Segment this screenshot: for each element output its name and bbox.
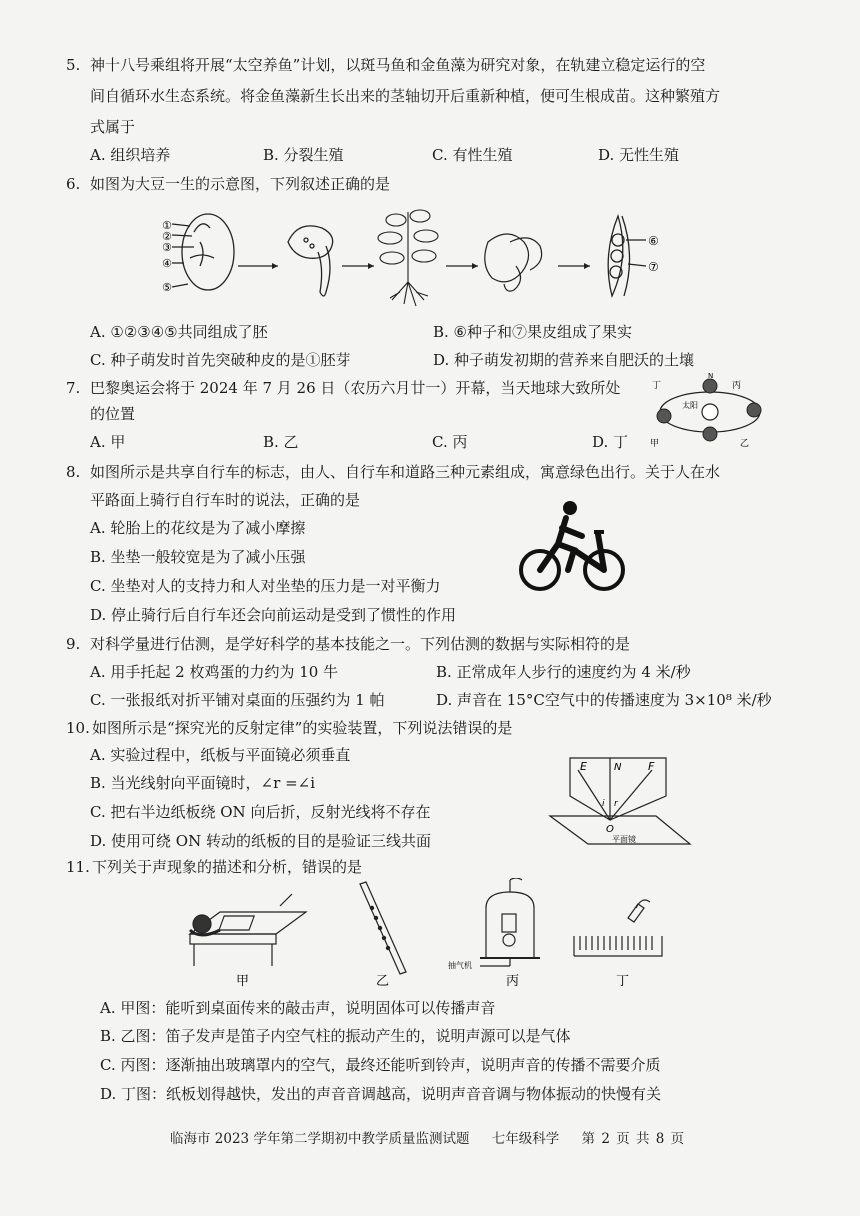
light-reflection-figure [540,756,700,852]
q8-option-d[interactable]: D. 停止骑行后自行车还会向前运动是受到了惯性的作用 [90,606,457,624]
caption-yi: 乙 [376,974,390,989]
label-O: O [606,824,614,835]
q9-option-b[interactable]: B. 正常成年人步行的速度约为 4 米/秒 [436,663,691,681]
position-ding: 丁 [652,381,662,391]
q5-stem-line-3: 式属于 [90,118,136,136]
soybean-life-cycle-figure [160,202,680,312]
sun-label: 太阳 [682,401,698,410]
soybean-plant-drawing [378,210,438,306]
label-7: ⑦ [648,260,659,274]
label-E: E [580,760,587,773]
flute-drawing [360,882,406,974]
germinating-seed-drawing [288,226,333,296]
q10-number: 10. [66,719,90,737]
q9-option-c[interactable]: C. 一张报纸对折平铺对桌面的压强约为 1 帕 [90,691,385,709]
q11-option-b[interactable]: B. 乙图：笛子发声是笛子内空气柱的振动产生的，说明声源可以是气体 [100,1027,571,1045]
label-N: N [614,762,622,773]
q5-option-c[interactable]: C. 有性生殖 [432,146,513,164]
earth-orbit-figure [644,372,772,452]
page-footer [170,1127,703,1147]
q5-number: 5. [66,56,81,74]
label-3: ③ [162,241,172,254]
pump-label: 抽气机 [448,961,472,970]
q11-number: 11. [66,858,90,876]
q11-option-a[interactable]: A. 甲图：能听到桌面传来的敲击声，说明固体可以传播声音 [100,999,496,1017]
q9-number: 9. [66,635,81,653]
q7-option-d[interactable]: D. 丁 [592,433,629,451]
soybean-pod-drawing [608,216,646,296]
q10-option-b[interactable]: B. 当光线射向平面镜时，∠r =∠i [90,774,316,792]
q9-option-a[interactable]: A. 用手托起 2 枚鸡蛋的力约为 10 牛 [90,663,339,681]
q11-option-c[interactable]: C. 丙图：逐渐抽出玻璃罩内的空气，最终还能听到铃声，说明声音的传播不需要介质 [100,1056,661,1074]
comb-drawing [574,900,662,956]
q6-option-d[interactable]: D. 种子萌发初期的营养来自肥沃的土壤 [433,351,695,369]
position-bing: 丙 [732,381,742,391]
caption-jia: 甲 [236,974,250,989]
desk-knocking-drawing [190,894,306,966]
q5-option-d[interactable]: D. 无性生殖 [598,146,680,164]
q7-option-b[interactable]: B. 乙 [263,433,299,451]
north-label: N [708,372,714,380]
q10-option-c[interactable]: C. 把右半边纸板绕 ON 向后折，反射光线将不存在 [90,803,431,821]
caption-bing: 丙 [506,974,520,989]
mirror-label: 平面镜 [612,835,636,844]
q9-option-d[interactable]: D. 声音在 15°C空气中的传播速度为 3×10⁸ 米/秒 [436,691,772,709]
label-r: r [614,799,618,809]
q10-stem: 10. 如图所示是“探究光的反射定律”的实验装置，下列说法错误的是 [66,719,513,737]
label-i: i [602,799,605,809]
position-jia: 甲 [650,439,660,449]
bell-jar-drawing [480,878,540,966]
q9-stem: 9. 对科学量进行估测，是学好科学的基本技能之一。下列估测的数据与实际相符的是 [66,635,631,653]
soybean-flower-drawing [485,234,542,291]
exam-title: 临海市 2023 学年第二学期初中教学质量监测试题 [170,1131,470,1147]
q7-stem-line-1: 7. 巴黎奥运会将于 2024 年 7 月 26 日（农历六月廿一）开幕，当天地球大致所处 [66,379,621,397]
q7-stem-line-2: 的位置 [90,405,136,423]
page-number: 第 2 页 共 8 页 [581,1131,686,1147]
soybean-seed-drawing [172,214,234,290]
label-6: ⑥ [648,234,659,248]
q11-option-d[interactable]: D. 丁图：纸板划得越快，发出的声音音调越高，说明声音音调与物体振动的快慢有关 [100,1085,662,1103]
q6-number: 6. [66,175,81,193]
q10-option-d[interactable]: D. 使用可绕 ON 转动的纸板的目的是验证三线共面 [90,832,431,850]
q5-stem-line-2: 间自循环水生态系统。将金鱼藻新生长出来的茎轴切开后重新种植，便可生根成苗。这种繁殖方 [90,87,721,105]
q7-option-c[interactable]: C. 丙 [432,433,468,451]
q8-number: 8. [66,463,81,481]
q6-option-a[interactable]: A. ①②③④⑤共同组成了胚 [90,323,268,341]
q7-number: 7. [66,379,81,397]
label-1: ① [162,219,172,232]
label-4: ④ [162,257,172,270]
q6-stem: 6. 如图为大豆一生的示意图，下列叙述正确的是 [66,175,391,193]
q5-option-b[interactable]: B. 分裂生殖 [263,146,344,164]
label-2: ② [162,230,172,243]
q8-stem-line-1: 8. 如图所示是共享自行车的标志，由人、自行车和道路三种元素组成，寓意绿色出行。关于人在水 [66,463,721,481]
q10-option-a[interactable]: A. 实验过程中，纸板与平面镜必须垂直 [90,746,351,764]
q5-stem-line-1: 5. 神十八号乘组将开展“太空养鱼”计划，以斑马鱼和金鱼藻为研究对象，在轨建立稳定运行的空 [66,56,706,74]
q6-option-c[interactable]: C. 种子萌发时首先突破种皮的是①胚芽 [90,351,351,369]
label-F: F [648,760,655,773]
caption-ding: 丁 [616,974,630,989]
q5-option-a[interactable]: A. 组织培养 [90,146,171,164]
q8-option-a[interactable]: A. 轮胎上的花纹是为了减小摩擦 [90,519,306,537]
subject-label: 七年级科学 [491,1131,560,1147]
q11-stem: 11. 下列关于声现象的描述和分析，错误的是 [66,858,363,876]
q7-option-a[interactable]: A. 甲 [90,433,126,451]
shared-bike-logo-figure [518,494,628,594]
q8-option-b[interactable]: B. 坐垫一般较宽是为了减小压强 [90,548,306,566]
q8-option-c[interactable]: C. 坐垫对人的支持力和人对坐垫的压力是一对平衡力 [90,577,441,595]
position-yi: 乙 [740,439,750,449]
sound-phenomena-figure [180,878,680,990]
q6-option-b[interactable]: B. ⑥种子和⑦果皮组成了果实 [433,323,633,341]
q8-stem-line-2: 平路面上骑行自行车时的说法，正确的是 [90,491,361,509]
label-5: ⑤ [162,281,172,294]
